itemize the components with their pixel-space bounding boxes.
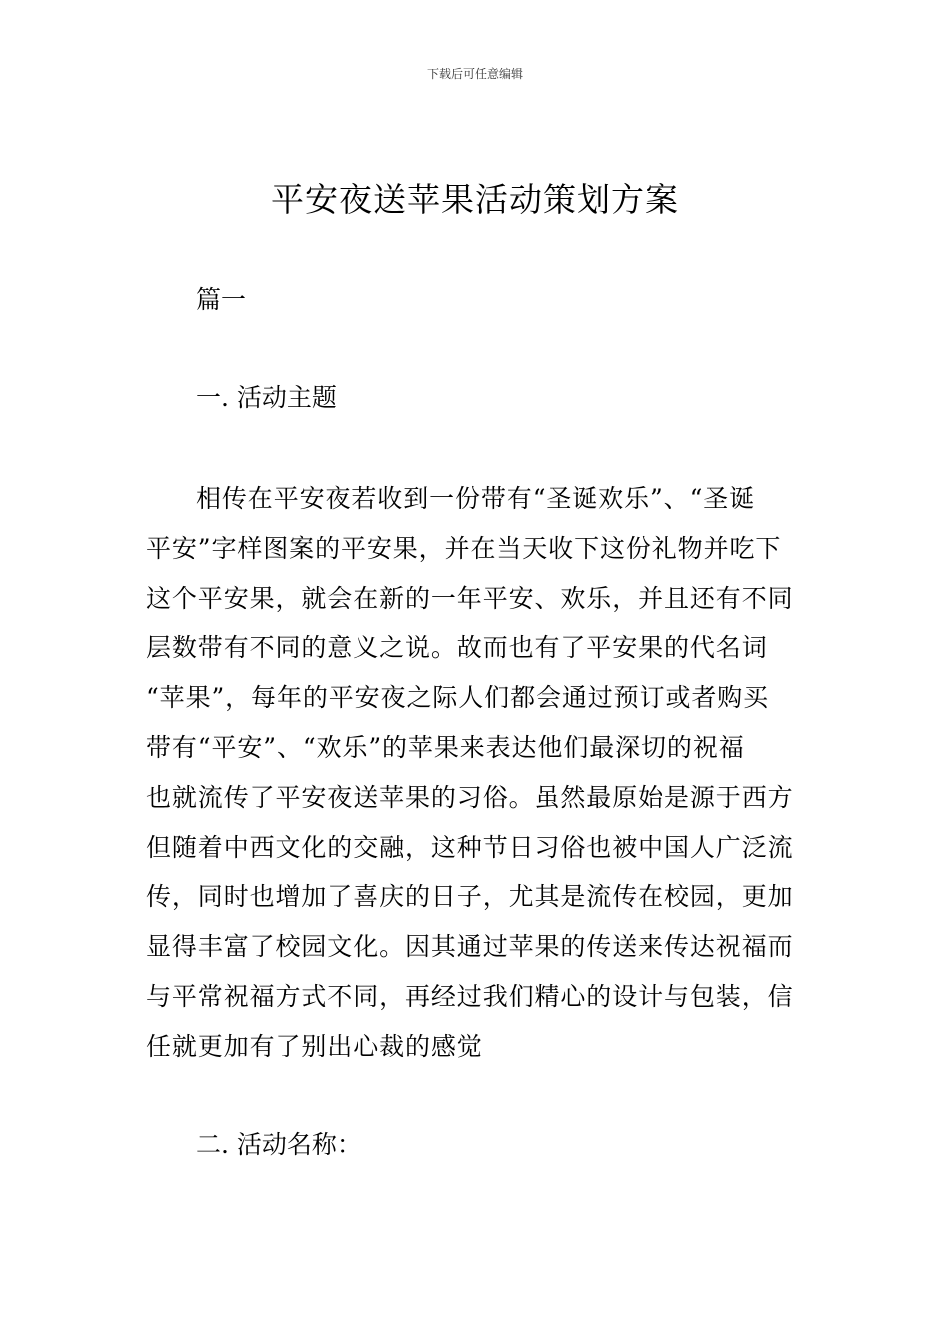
paragraph-line: 传，同时也增加了喜庆的日子，尤其是流传在校园，更加: [146, 882, 794, 912]
section-heading-name: 二. 活动名称：: [196, 1130, 362, 1159]
paragraph-line: 带有“平安”、“欢乐”的苹果来表达他们最深切的祝福: [146, 732, 745, 762]
document-title: 平安夜送苹果活动策划方案: [271, 180, 679, 219]
paragraph-line: 也就流传了平安夜送苹果的习俗。虽然最原始是源于西方: [146, 782, 794, 812]
section-heading-theme: 一. 活动主题: [196, 383, 337, 412]
paragraph-line: 相传在平安夜若收到一份带有“圣诞欢乐”、“圣诞: [196, 484, 756, 513]
part-label: 篇一: [196, 285, 247, 314]
paragraph-line: “苹果”，每年的平安夜之际人们都会通过预订或者购买: [146, 683, 770, 713]
paragraph-line: 这个平安果，就会在新的一年平安、欢乐，并且还有不同: [146, 583, 794, 613]
paragraph-line: 显得丰富了校园文化。因其通过苹果的传送来传达祝福而: [146, 932, 794, 962]
paragraph-line: 任就更加有了别出心裁的感觉: [146, 1031, 483, 1061]
header-note: 下载后可任意编辑: [426, 67, 523, 81]
paragraph-line: 平安”字样图案的平安果，并在当天收下这份礼物并吃下: [146, 533, 782, 563]
paragraph-line: 与平常祝福方式不同，再经过我们精心的设计与包装，信: [146, 981, 794, 1011]
paragraph-line: 层数带有不同的意义之说。故而也有了平安果的代名词: [146, 633, 768, 663]
paragraph-line: 但随着中西文化的交融，这种节日习俗也被中国人广泛流: [146, 832, 794, 862]
section-body-theme: [146, 474, 806, 1072]
